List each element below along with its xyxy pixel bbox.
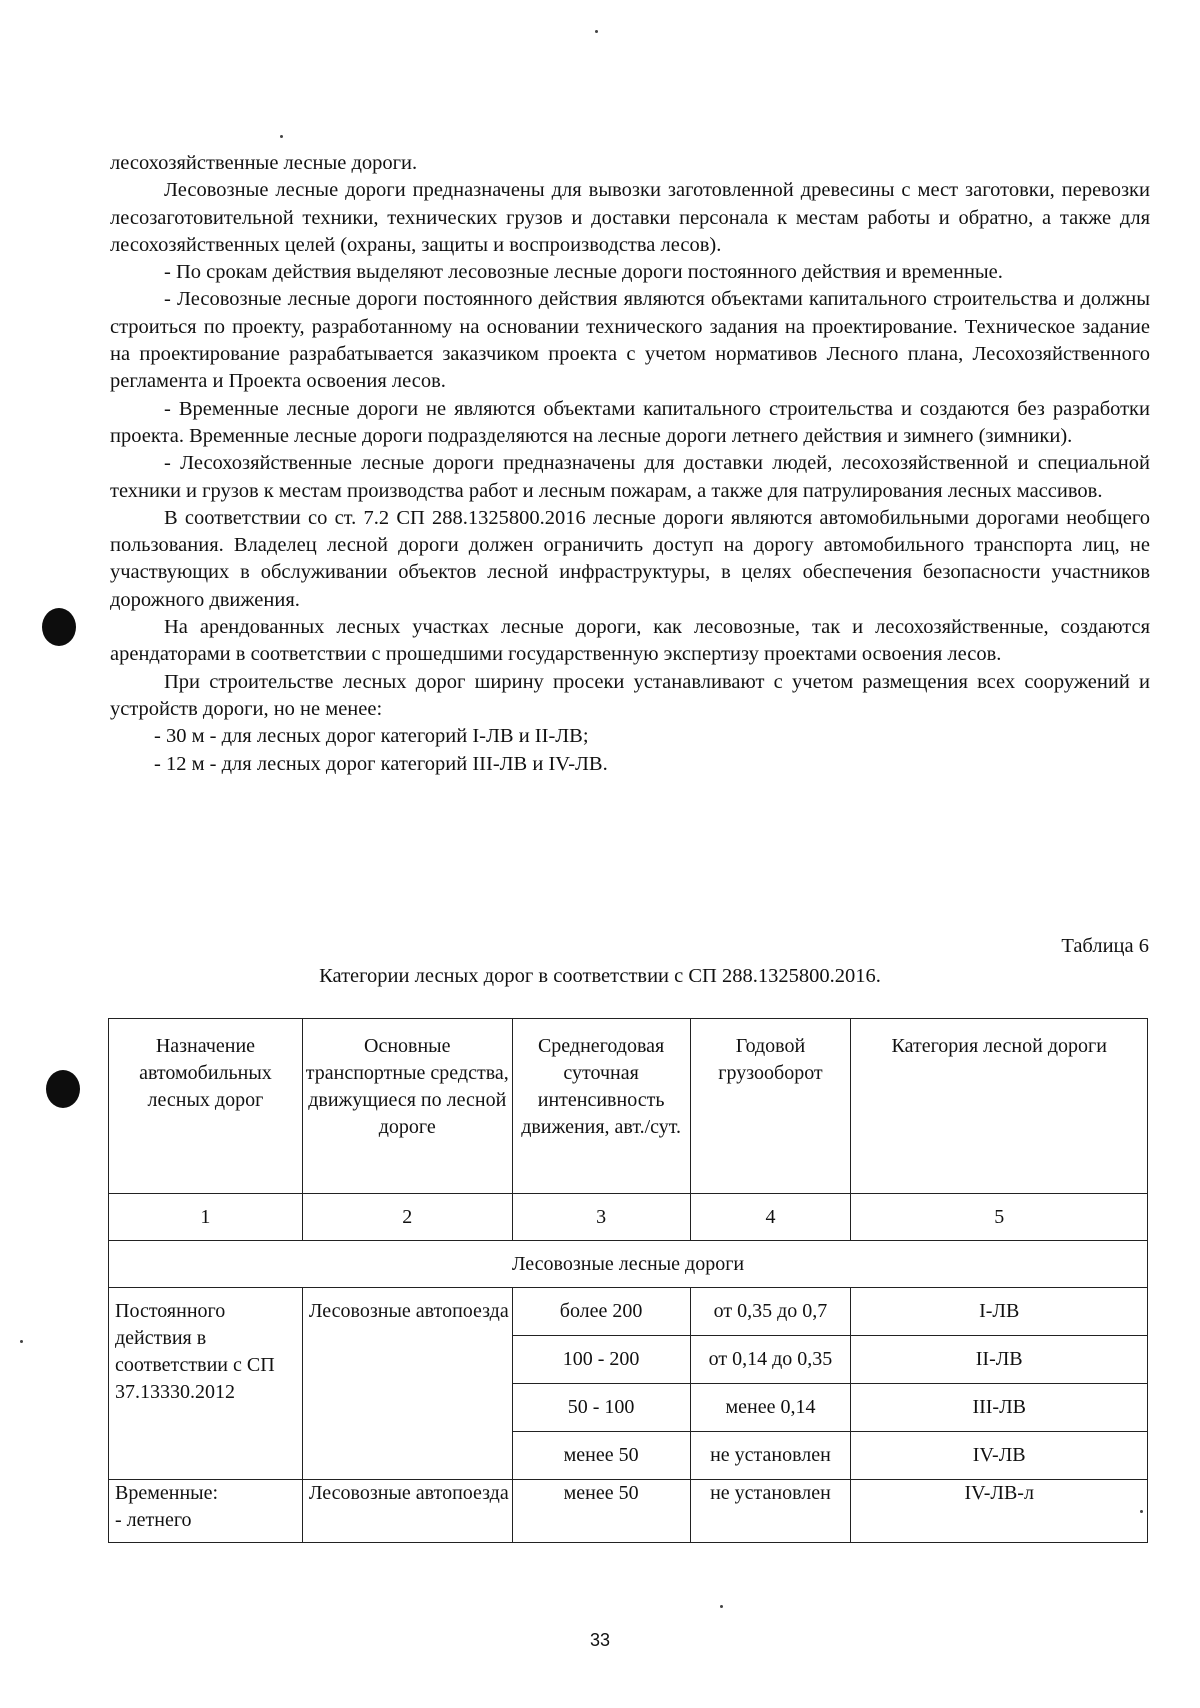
paragraph: На арендованных лесных участках лесные дороги, как лесовозные, так и лесохозяйственные, создаются арендаторами в соответствии с прошедшими государственную экспертизу проектами освоения лесов. [110,616,1150,666]
purpose-line: - летнего [115,1509,192,1531]
list-item: - 12 м - для лесных дорог категорий III-ЛВ и IV-ЛВ. [154,752,608,775]
category-cell: I-ЛВ [851,1288,1148,1336]
scan-speck [1140,1510,1143,1513]
category-cell: IV-ЛВ-л [851,1480,1148,1543]
freight-cell: не установлен [690,1432,851,1480]
section-row [109,1241,1148,1288]
list-item: - 30 м - для лесных дорог категорий I-ЛВ и II-ЛВ; [154,725,589,748]
page-number: 33 [589,1630,611,1650]
column-number: 5 [851,1194,1148,1241]
purpose-cell [109,1480,303,1543]
purpose-cell: Постоянного действия в соответствии с СП 37.13330.2012 [109,1288,303,1480]
purpose-line: Временные: [115,1482,219,1504]
column-number-row [109,1194,1148,1241]
road-categories-table [108,1018,1148,1543]
table-header-row [109,1019,1148,1194]
vehicles-cell: Лесовозные автопоезда [302,1480,512,1543]
table-caption: Категории лесных дорог в соответствии с СП 288.1325800.2016. [319,965,881,987]
table-label: Таблица 6 [1061,935,1149,957]
category-cell: II-ЛВ [851,1336,1148,1384]
intensity-cell: 50 - 100 [512,1384,690,1432]
punch-hole-mark [42,608,76,646]
intensity-cell: 100 - 200 [512,1336,690,1384]
table-row [109,1288,1148,1336]
body-text [110,150,1150,778]
intensity-cell: менее 50 [512,1432,690,1480]
freight-cell: от 0,14 до 0,35 [690,1336,851,1384]
punch-hole-mark [46,1070,80,1108]
freight-cell: не установлен [690,1480,851,1543]
paragraph: - Лесовозные лесные дороги постоянного действия являются объектами капитального строительства и должны строиться по проекту, разработанному на основании технического задания на проектирование. Техническое задание на проектирование разрабатывается заказчиком проекта с учетом нормативов Лесного плана, Лесохозяйственного регламента и Проекта освоения лесов. [110,288,1150,393]
intensity-cell: более 200 [512,1288,690,1336]
column-number: 1 [109,1194,303,1241]
paragraph: - По срокам действия выделяют лесовозные лесные дороги постоянного действия и временные. [164,261,1003,284]
scan-speck [720,1605,723,1608]
paragraph: При строительстве лесных дорог ширину просеки устанавливают с учетом размещения всех сооружений и устройств дороги, но не менее: [110,670,1150,720]
table-row [109,1480,1148,1543]
paragraph: лесохозяйственные лесные дороги. [110,152,418,174]
paragraph: - Временные лесные дороги не являются объектами капитального строительства и создаются без разработки проекта. Временные лесные дороги подразделяются на лесные дороги летнего действия и зимнего (зимники). [110,397,1150,447]
header-cell: Категория лесной дороги [851,1019,1148,1194]
category-cell: III-ЛВ [851,1384,1148,1432]
scan-speck [20,1340,23,1343]
paragraph: - Лесохозяйственные лесные дороги предназначены для доставки людей, лесохозяйственной и специальной техники и грузов к местам производства работ и лесным пожарам, а также для патрулирования лесных массивов. [110,452,1150,502]
header-cell: Назначение автомобильных лесных дорог [109,1019,303,1194]
freight-cell: от 0,35 до 0,7 [690,1288,851,1336]
column-number: 4 [690,1194,851,1241]
scan-speck [595,30,598,33]
column-number: 2 [302,1194,512,1241]
section-title: Лесовозные лесные дороги [109,1241,1148,1288]
vehicles-cell: Лесовозные автопоезда [302,1288,512,1480]
header-cell: Среднегодовая суточная интенсивность движения, авт./сут. [512,1019,690,1194]
freight-cell: менее 0,14 [690,1384,851,1432]
column-number: 3 [512,1194,690,1241]
category-cell: IV-ЛВ [851,1432,1148,1480]
paragraph: Лесовозные лесные дороги предназначены для вывозки заготовленной древесины с мест заготовки, перевозки лесозаготовительной техники, технических грузов и доставки персонала к местам работы и обратно, а также для лесохозяйственных целей (охраны, защиты и воспроизводства лесов). [110,179,1150,256]
header-cell: Годовой грузооборот [690,1019,851,1194]
intensity-cell: менее 50 [512,1480,690,1543]
paragraph: В соответствии со ст. 7.2 СП 288.1325800.2016 лесные дороги являются автомобильными дорогами необщего пользования. Владелец лесной дороги должен ограничить доступ на дорогу автомобильного транспорта лиц, не участвующих в обслуживании объектов лесной инфраструктуры, в целях обеспечения безопасности участников дорожного движения. [110,506,1150,611]
scan-speck [280,135,283,138]
header-cell: Основные транспортные средства, движущиеся по лесной дороге [302,1019,512,1194]
